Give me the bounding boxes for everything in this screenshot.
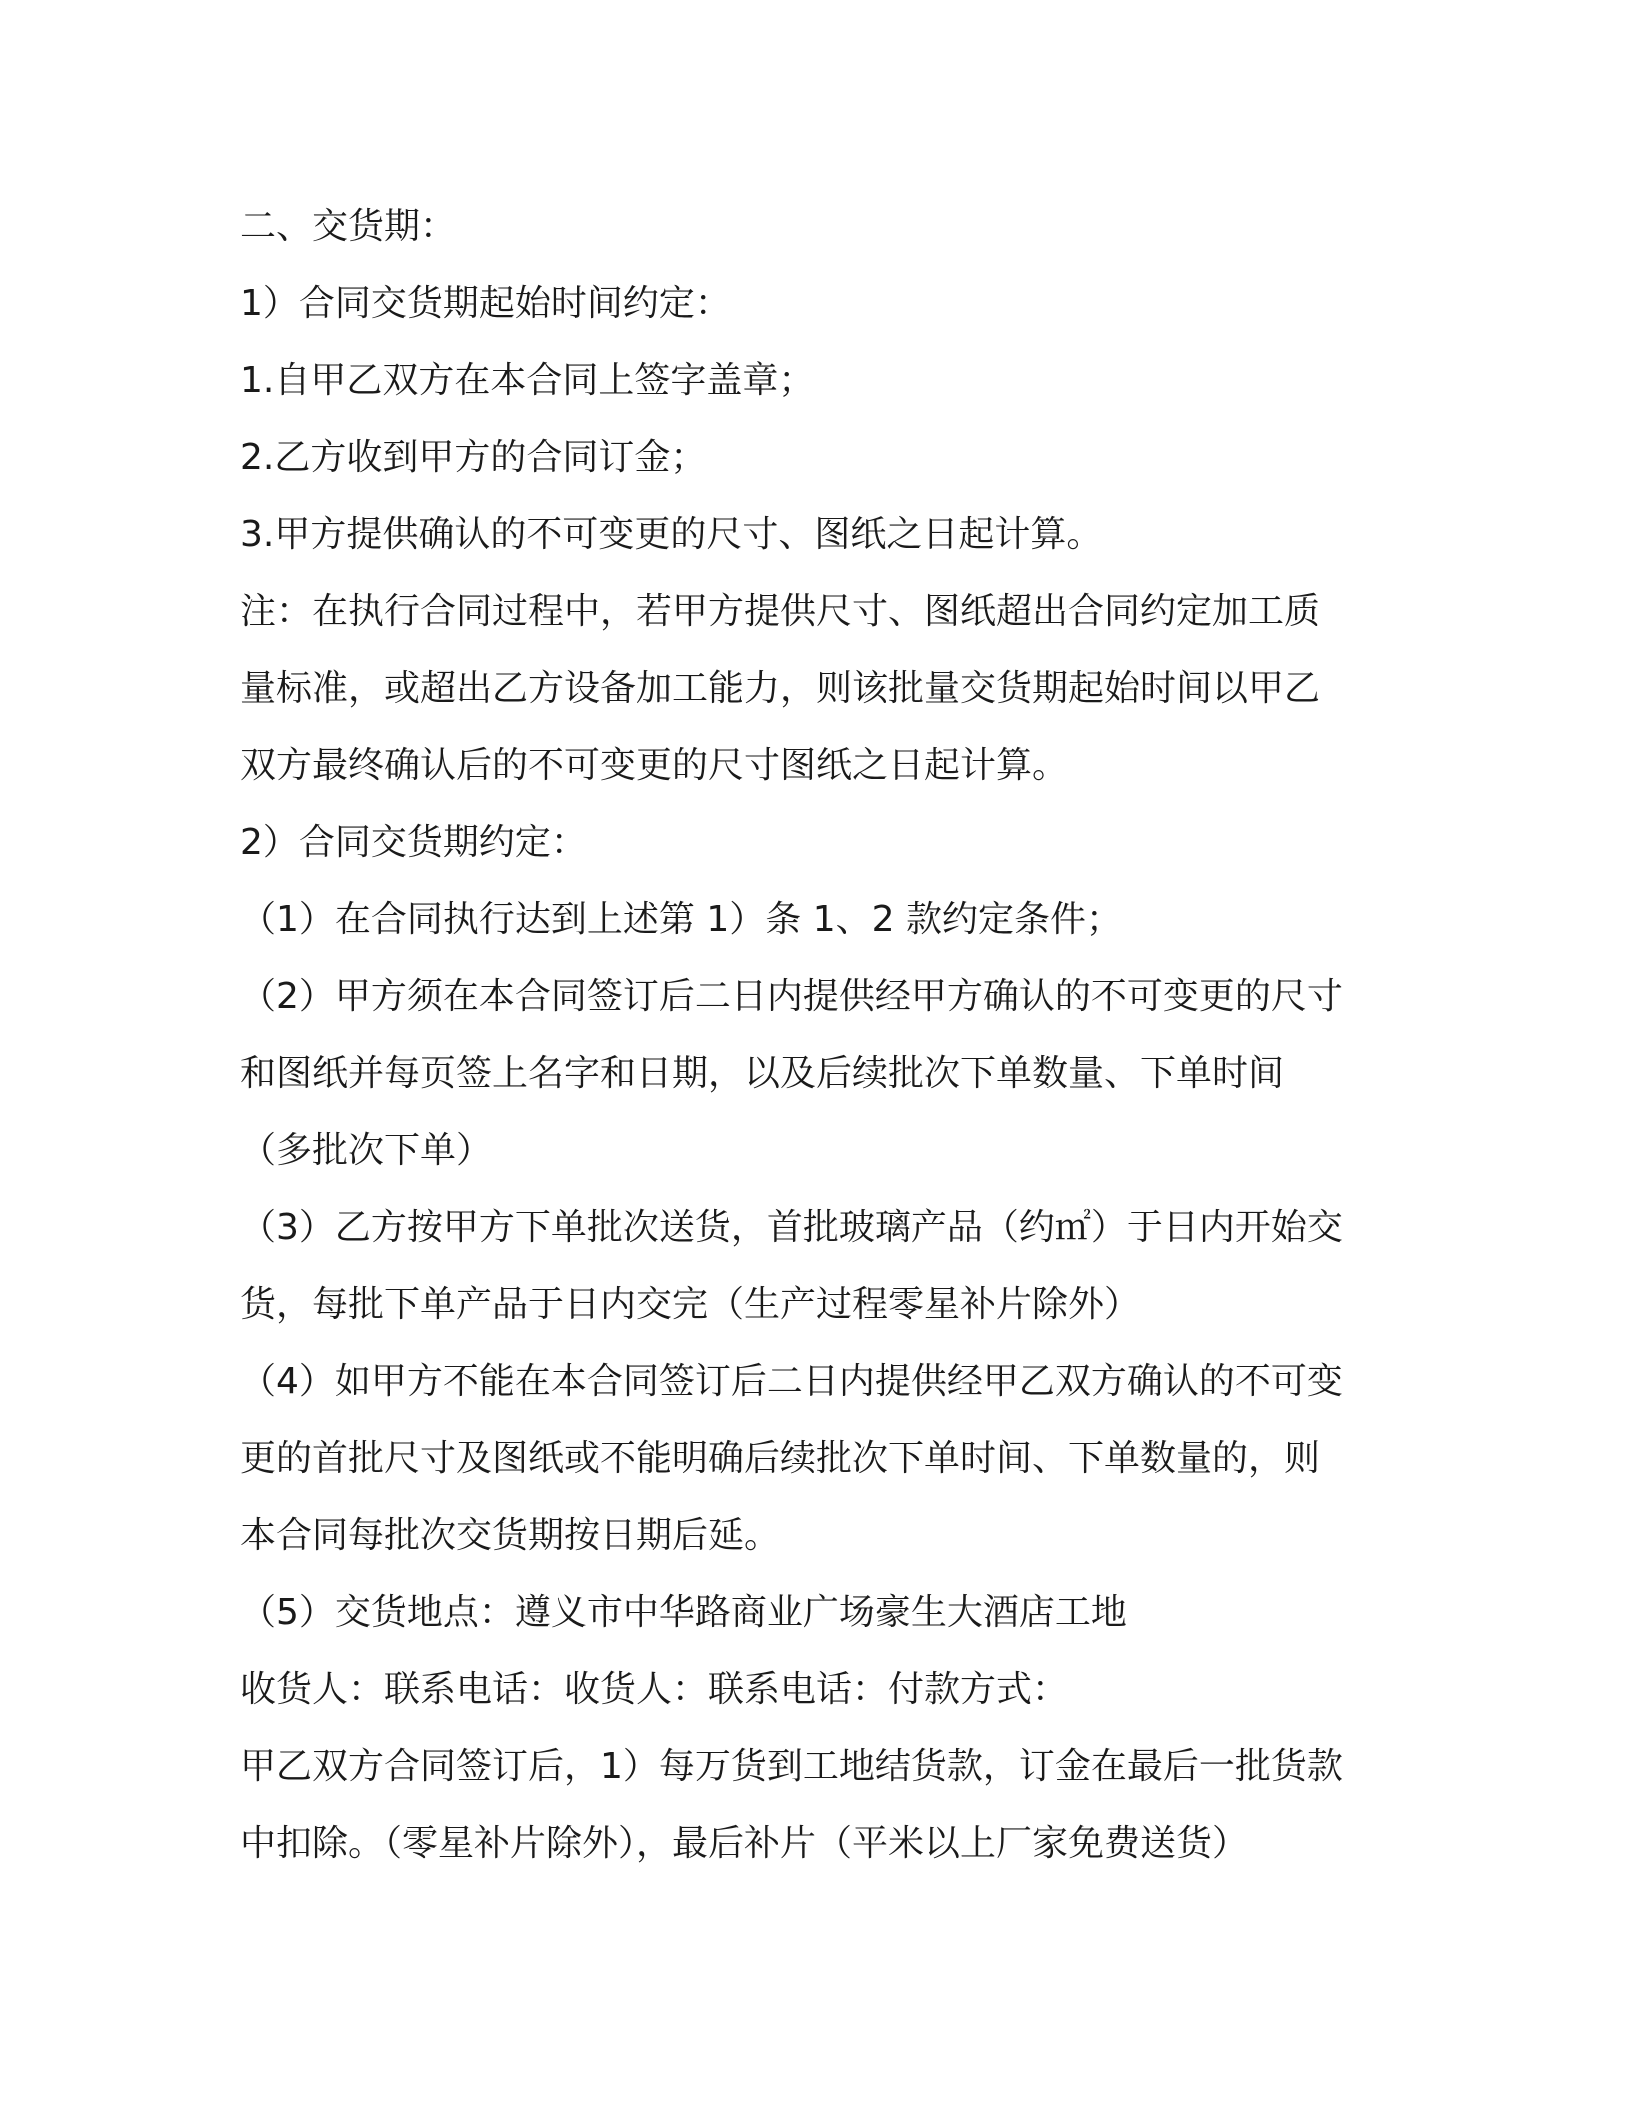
payment-line: 中扣除。（零星补片除外），最后补片（平米以上厂家免费送货） bbox=[240, 1823, 1249, 1864]
clause-line: 和图纸并每页签上名字和日期，以及后续批次下单数量、下单时间 bbox=[240, 1053, 1285, 1094]
clause-line: 货，每批下单产品于日内交完（生产过程零星补片除外） bbox=[240, 1284, 1141, 1325]
document-body bbox=[240, 188, 1390, 1882]
clause-line: （1）在合同执行达到上述第 1）条 1、2 款约定条件； bbox=[240, 899, 1122, 940]
clause-line: 本合同每批次交货期按日期后延。 bbox=[240, 1515, 781, 1556]
clause-line: （多批次下单） bbox=[240, 1130, 493, 1171]
clause-line: 更的首批尺寸及图纸或不能明确后续批次下单时间、下单数量的，则 bbox=[240, 1438, 1321, 1479]
clause-line: （2）甲方须在本合同签订后二日内提供经甲方确认的不可变更的尺寸 bbox=[240, 976, 1343, 1017]
clause-line: （3）乙方按甲方下单批次送货，首批玻璃产品（约㎡）于日内开始交 bbox=[240, 1207, 1343, 1248]
subheading-start-time: 1）合同交货期起始时间约定： bbox=[240, 283, 731, 324]
note-line: 双方最终确认后的不可变更的尺寸图纸之日起计算。 bbox=[240, 745, 1069, 786]
section-heading-delivery: 二、交货期： bbox=[240, 206, 457, 247]
note-line: 注：在执行合同过程中，若甲方提供尺寸、图纸超出合同约定加工质 bbox=[240, 591, 1321, 632]
delivery-location-line: （5）交货地点：遵义市中华路商业广场豪生大酒店工地 bbox=[240, 1592, 1127, 1633]
consignee-line: 收货人：联系电话：收货人：联系电话：付款方式： bbox=[240, 1669, 1069, 1710]
paragraph-line: 2.乙方收到甲方的合同订金； bbox=[240, 437, 707, 478]
paragraph-line: 1.自甲乙双方在本合同上签字盖章； bbox=[240, 360, 815, 401]
paragraph-line: 3.甲方提供确认的不可变更的尺寸、图纸之日起计算。 bbox=[240, 514, 1103, 555]
subheading-delivery-terms: 2）合同交货期约定： bbox=[240, 822, 587, 863]
clause-line: （4）如甲方不能在本合同签订后二日内提供经甲乙双方确认的不可变 bbox=[240, 1361, 1343, 1402]
note-line: 量标准，或超出乙方设备加工能力，则该批量交货期起始时间以甲乙 bbox=[240, 668, 1321, 709]
payment-line: 甲乙双方合同签订后，1）每万货到工地结货款，订金在最后一批货款 bbox=[240, 1746, 1343, 1787]
